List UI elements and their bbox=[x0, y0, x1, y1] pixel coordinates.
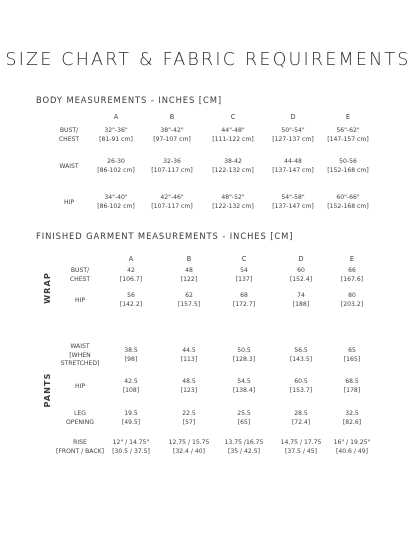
finished-row-label-line: LEG bbox=[74, 410, 86, 418]
body-cell-line: [107-117 cm] bbox=[151, 166, 193, 174]
finished-cell-line: 13.75 /16.75 bbox=[224, 439, 264, 447]
group-label-wrap: WRAP bbox=[42, 272, 52, 304]
finished-cell bbox=[178, 292, 200, 309]
finished-cell-line: 42.5 bbox=[124, 378, 138, 386]
finished-cell-line: [128.3] bbox=[232, 355, 256, 363]
body-cell-line: [86-102 cm] bbox=[97, 202, 135, 210]
finished-cell bbox=[122, 410, 140, 427]
body-cell bbox=[212, 127, 253, 144]
finished-cell-line: 60 bbox=[297, 267, 305, 275]
body-cell-line: 44"-48" bbox=[221, 127, 245, 135]
body-cell bbox=[97, 158, 135, 175]
body-cell-line: [137-147 cm] bbox=[272, 202, 314, 210]
finished-cell-line: [49.5] bbox=[121, 418, 141, 426]
finished-cell bbox=[236, 267, 252, 284]
body-cell-line: 32-36 bbox=[163, 158, 181, 166]
finished-cell bbox=[341, 292, 363, 309]
body-cell-line: 56"-62" bbox=[336, 127, 360, 135]
body-column-header: B bbox=[169, 113, 175, 121]
finished-cell-line: [167.6] bbox=[340, 275, 364, 283]
finished-row-label-line: HIP bbox=[74, 382, 86, 390]
finished-cell-line: 16" / 19.25" bbox=[333, 439, 371, 447]
body-cell-line: [152-168 cm] bbox=[327, 202, 369, 210]
finished-row-label bbox=[70, 267, 90, 284]
body-cell-line: [97-107 cm] bbox=[153, 135, 191, 143]
body-cell-line: [81-91 cm] bbox=[99, 135, 133, 143]
body-row-label bbox=[59, 127, 79, 144]
finished-cell-line: [35 / 42.5] bbox=[227, 447, 261, 455]
body-cell bbox=[151, 194, 192, 211]
body-cell bbox=[99, 127, 133, 144]
finished-cell-line: [153.7] bbox=[289, 386, 313, 394]
finished-row-label-line: [WHEN bbox=[69, 351, 91, 359]
finished-row-label bbox=[75, 297, 85, 306]
body-cell bbox=[212, 194, 253, 211]
body-row-label bbox=[64, 199, 74, 208]
body-cell bbox=[212, 158, 253, 175]
finished-cell-line: 60.5 bbox=[294, 378, 308, 386]
finished-cell bbox=[181, 267, 197, 284]
body-cell-line: 42"-46" bbox=[160, 194, 184, 202]
finished-cell bbox=[181, 378, 197, 395]
finished-cell-line: [142.2] bbox=[119, 300, 143, 308]
body-column-header: D bbox=[290, 113, 296, 121]
body-column-header: A bbox=[113, 113, 119, 121]
finished-row-label-line: WAIST bbox=[70, 343, 90, 351]
finished-row-label-line: HIP bbox=[74, 296, 86, 304]
body-cell bbox=[327, 127, 368, 144]
finished-cell-line: [72.4] bbox=[291, 418, 311, 426]
finished-cell-line: [188] bbox=[292, 300, 310, 308]
finished-cell bbox=[225, 439, 264, 456]
finished-cell-line: [57] bbox=[182, 418, 196, 426]
finished-cell-line: [123] bbox=[180, 386, 198, 394]
body-cell bbox=[272, 194, 313, 211]
finished-cell-line: 28.5 bbox=[294, 410, 308, 418]
body-cell-line: 44-48 bbox=[284, 158, 302, 166]
finished-cell-line: 42 bbox=[127, 267, 135, 275]
body-row-label-line: CHEST bbox=[58, 135, 80, 143]
finished-row-label bbox=[61, 343, 100, 369]
finished-cell-line: 56 bbox=[127, 292, 135, 300]
finished-cell bbox=[169, 439, 210, 456]
body-cell-line: 50"-54" bbox=[281, 127, 305, 135]
finished-cell-line: 65 bbox=[348, 347, 356, 355]
finished-cell-line: 80 bbox=[348, 292, 356, 300]
finished-cell bbox=[120, 292, 142, 309]
finished-cell bbox=[290, 378, 312, 395]
finished-column-header: C bbox=[241, 255, 247, 263]
finished-cell-line: 74 bbox=[297, 292, 305, 300]
body-cell-line: [122-132 cm] bbox=[212, 166, 254, 174]
body-cell-line: 38"-42" bbox=[160, 127, 184, 135]
finished-row-label-line: CHEST bbox=[69, 275, 91, 283]
body-row-label-line: BUST/ bbox=[59, 127, 79, 135]
finished-cell bbox=[233, 378, 255, 395]
body-cell-line: 50-56 bbox=[339, 158, 357, 166]
finished-cell bbox=[112, 439, 150, 456]
finished-cell-line: 12.75 / 15.75 bbox=[168, 439, 210, 447]
finished-row-label bbox=[75, 383, 85, 392]
finished-cell bbox=[290, 267, 312, 284]
finished-cell-line: [98] bbox=[124, 355, 138, 363]
finished-cell bbox=[343, 410, 361, 427]
finished-cell-line: [37.5 / 45] bbox=[284, 447, 318, 455]
finished-cell-line: 56.5 bbox=[294, 347, 308, 355]
finished-cell-line: [143.5] bbox=[289, 355, 313, 363]
body-cell-line: [86-102 cm] bbox=[97, 166, 135, 174]
finished-cell-line: 66 bbox=[348, 267, 356, 275]
finished-cell-line: 68 bbox=[240, 292, 248, 300]
body-cell-line: 32"-36" bbox=[104, 127, 128, 135]
page-title: SIZE CHART & FABRIC REQUIREMENTS bbox=[5, 50, 411, 70]
finished-cell-line: 48.5 bbox=[182, 378, 196, 386]
finished-column-header: B bbox=[186, 255, 192, 263]
finished-row-label bbox=[66, 410, 94, 427]
finished-row-label bbox=[56, 439, 104, 456]
finished-row-label-line: [FRONT / BACK] bbox=[56, 447, 104, 455]
body-cell-line: [147-157 cm] bbox=[327, 135, 369, 143]
finished-cell bbox=[281, 439, 322, 456]
body-cell bbox=[151, 158, 192, 175]
finished-cell-line: [122] bbox=[180, 275, 198, 283]
body-cell-line: 26-30 bbox=[107, 158, 125, 166]
finished-cell-line: [32.4 / 40] bbox=[172, 447, 206, 455]
finished-cell bbox=[293, 292, 309, 309]
finished-cell bbox=[344, 347, 360, 364]
finished-cell bbox=[182, 410, 196, 427]
body-cell bbox=[327, 158, 368, 175]
finished-cell-line: [178] bbox=[343, 386, 361, 394]
body-cell bbox=[272, 127, 313, 144]
finished-column-header: A bbox=[128, 255, 134, 263]
finished-cell-line: 25.5 bbox=[237, 410, 251, 418]
body-column-header: C bbox=[230, 113, 236, 121]
finished-row-label-line: STRETCHED] bbox=[60, 360, 100, 368]
body-cell-line: 34"-40" bbox=[104, 194, 128, 202]
body-cell-line: [152-168 cm] bbox=[327, 166, 369, 174]
body-cell bbox=[97, 194, 135, 211]
body-row-label-line: WAIST bbox=[59, 162, 79, 170]
finished-cell-line: 38.5 bbox=[124, 347, 138, 355]
finished-cell-line: [82.6] bbox=[342, 418, 362, 426]
finished-cell-line: [172.7] bbox=[232, 300, 256, 308]
finished-cell bbox=[124, 347, 138, 364]
body-row-label bbox=[59, 163, 78, 172]
body-cell-line: 60"-66" bbox=[336, 194, 360, 202]
body-cell-line: [127-137 cm] bbox=[272, 135, 314, 143]
finished-cell-line: [106.7] bbox=[119, 275, 143, 283]
body-cell-line: [122-132 cm] bbox=[212, 202, 254, 210]
finished-cell-line: [152.4] bbox=[289, 275, 313, 283]
finished-cell bbox=[344, 378, 360, 395]
finished-cell-line: [203.2] bbox=[340, 300, 364, 308]
finished-cell bbox=[120, 267, 142, 284]
finished-cell bbox=[334, 439, 371, 456]
finished-cell-line: [165] bbox=[343, 355, 361, 363]
finished-cell-line: 22.5 bbox=[182, 410, 196, 418]
finished-cell bbox=[341, 267, 363, 284]
finished-cell-line: [108] bbox=[122, 386, 140, 394]
finished-cell-line: 68.5 bbox=[345, 378, 359, 386]
finished-cell-line: 62 bbox=[185, 292, 193, 300]
finished-cell-line: [113] bbox=[180, 355, 198, 363]
finished-cell-line: [137] bbox=[235, 275, 253, 283]
finished-cell-line: [30.5 / 37.5] bbox=[112, 447, 150, 455]
finished-cell bbox=[292, 410, 310, 427]
body-column-header: E bbox=[345, 113, 351, 121]
finished-cell bbox=[290, 347, 312, 364]
finished-cell bbox=[123, 378, 139, 395]
finished-cell-line: 12" / 14.75" bbox=[112, 439, 150, 447]
body-cell-line: [137-147 cm] bbox=[272, 166, 314, 174]
finished-cell bbox=[233, 292, 255, 309]
body-measurements-heading: BODY MEASUREMENTS - INCHES [CM] bbox=[36, 95, 222, 105]
body-row-label-line: HIP bbox=[63, 198, 75, 206]
body-cell bbox=[327, 194, 368, 211]
finished-cell bbox=[181, 347, 197, 364]
body-cell-line: [111-122 cm] bbox=[212, 135, 254, 143]
finished-cell-line: [65] bbox=[237, 418, 251, 426]
finished-cell-line: 48 bbox=[185, 267, 193, 275]
finished-cell-line: 32.5 bbox=[345, 410, 359, 418]
finished-cell-line: 54 bbox=[240, 267, 248, 275]
finished-cell bbox=[233, 347, 255, 364]
finished-cell-line: 54.5 bbox=[237, 378, 251, 386]
group-label-pants: PANTS bbox=[42, 372, 52, 408]
body-cell-line: 54"-58" bbox=[281, 194, 305, 202]
finished-row-label-line: BUST/ bbox=[70, 267, 90, 275]
finished-column-header: E bbox=[349, 255, 355, 263]
finished-cell-line: 50.5 bbox=[237, 347, 251, 355]
finished-row-label-line: RISE bbox=[73, 439, 87, 447]
finished-column-header: D bbox=[298, 255, 304, 263]
finished-cell-line: 19.5 bbox=[124, 410, 138, 418]
body-cell-line: 48"-52" bbox=[221, 194, 245, 202]
finished-cell-line: [138.4] bbox=[232, 386, 256, 394]
body-cell bbox=[153, 127, 191, 144]
finished-cell-line: [40.6 / 49] bbox=[335, 447, 369, 455]
finished-cell-line: 44.5 bbox=[182, 347, 196, 355]
body-cell bbox=[272, 158, 313, 175]
finished-garment-heading: FINISHED GARMENT MEASUREMENTS - INCHES [CM] bbox=[36, 231, 294, 241]
finished-cell-line: 14.75 / 17.75 bbox=[280, 439, 322, 447]
finished-cell-line: [157.5] bbox=[177, 300, 201, 308]
body-cell-line: 38-42 bbox=[224, 158, 242, 166]
finished-row-label-line: OPENING bbox=[66, 418, 94, 426]
body-cell-line: [107-117 cm] bbox=[151, 202, 193, 210]
finished-cell bbox=[237, 410, 251, 427]
